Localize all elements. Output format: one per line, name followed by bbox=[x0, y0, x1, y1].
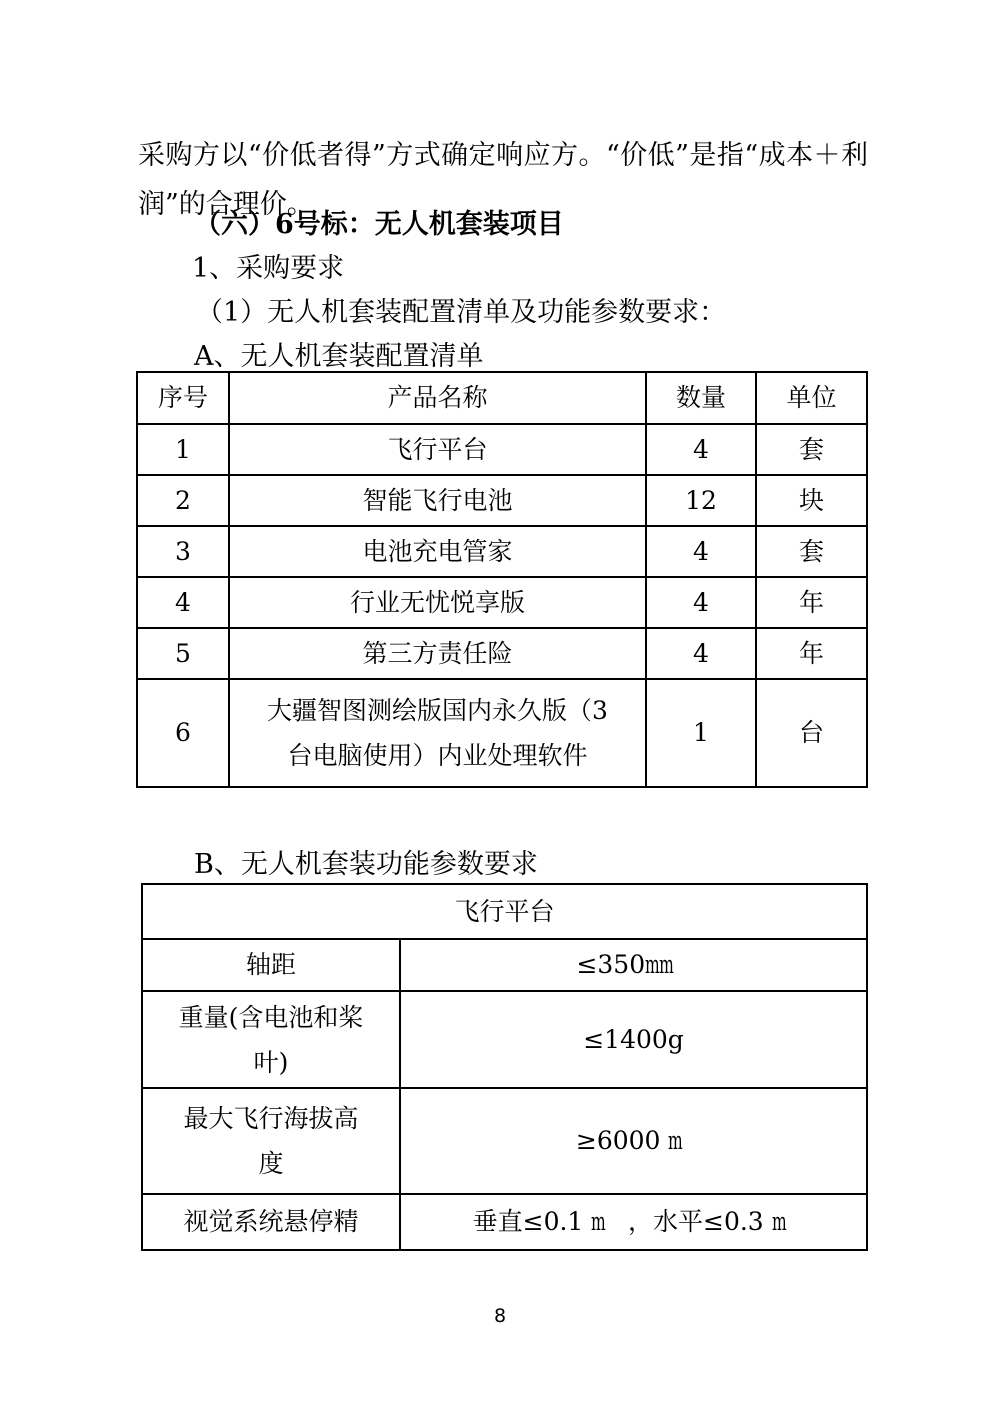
param-label bbox=[142, 991, 400, 1088]
table-row bbox=[142, 939, 867, 991]
unit-m-glyph: m bbox=[668, 1126, 683, 1156]
col-header-name: 产品名称 bbox=[229, 372, 646, 424]
cell-no: 4 bbox=[137, 577, 229, 628]
cell-no: 6 bbox=[137, 679, 229, 787]
table-row bbox=[137, 679, 867, 787]
cell-qty: 12 bbox=[646, 475, 756, 526]
param-label-line2: 叶) bbox=[253, 1047, 289, 1077]
col-header-unit: 单位 bbox=[756, 372, 867, 424]
cell-qty: 4 bbox=[646, 628, 756, 679]
unit-m-glyph-2: m bbox=[771, 1207, 786, 1237]
cell-name: 电池充电管家 bbox=[229, 526, 646, 577]
cell-qty: 4 bbox=[646, 577, 756, 628]
param-label-line1: 最大飞行海拔高 bbox=[183, 1104, 359, 1133]
param-label-line1: 重量(含电池和桨 bbox=[178, 1002, 364, 1032]
param-value bbox=[400, 1194, 867, 1250]
cell-name bbox=[229, 679, 646, 787]
param-value: ≤1400g bbox=[400, 991, 867, 1088]
table-row bbox=[142, 1088, 867, 1194]
subitem-heading: （1）无人机套装配置清单及功能参数要求： bbox=[196, 297, 727, 328]
lead-paragraph: 采购方以“价低者得”方式确定响应方。“价低”是指“成本＋利润”的合理价。 bbox=[138, 140, 868, 220]
param-value bbox=[400, 1088, 867, 1194]
section-heading: （六）6号标：无人机套装项目 bbox=[194, 209, 564, 240]
config-list-table bbox=[136, 371, 868, 788]
cell-unit: 套 bbox=[756, 424, 867, 475]
requirement-heading: 1、采购要求 bbox=[192, 253, 345, 284]
cell-qty: 1 bbox=[646, 679, 756, 787]
param-value-text-2: ，水平≤0.3 bbox=[628, 1207, 772, 1237]
cell-name-line2: 台电脑使用）内业处理软件 bbox=[287, 741, 588, 770]
table-row bbox=[137, 526, 867, 577]
table-row bbox=[142, 991, 867, 1088]
cell-unit: 年 bbox=[756, 577, 867, 628]
cell-no: 5 bbox=[137, 628, 229, 679]
table-row bbox=[137, 424, 867, 475]
param-label: 轴距 bbox=[142, 939, 400, 991]
page-number: 8 bbox=[493, 1305, 507, 1327]
cell-unit: 年 bbox=[756, 628, 867, 679]
parameter-requirements-table bbox=[141, 883, 868, 1251]
param-value-text: ≤350 bbox=[576, 950, 646, 980]
cell-no: 2 bbox=[137, 475, 229, 526]
cell-name: 第三方责任险 bbox=[229, 628, 646, 679]
col-header-qty: 数量 bbox=[646, 372, 756, 424]
table-header-row bbox=[137, 372, 867, 424]
cell-qty: 4 bbox=[646, 526, 756, 577]
param-table-title-row bbox=[142, 884, 867, 939]
cell-qty: 4 bbox=[646, 424, 756, 475]
unit-mm-glyph: mm bbox=[645, 950, 674, 980]
param-label bbox=[142, 1088, 400, 1194]
cell-name: 飞行平台 bbox=[229, 424, 646, 475]
param-value bbox=[400, 939, 867, 991]
cell-unit: 台 bbox=[756, 679, 867, 787]
cell-no: 1 bbox=[137, 424, 229, 475]
cell-name: 行业无忧悦享版 bbox=[229, 577, 646, 628]
col-header-no: 序号 bbox=[137, 372, 229, 424]
param-table-title: 飞行平台 bbox=[142, 884, 867, 939]
param-value-text: 垂直≤0.1 bbox=[472, 1207, 592, 1237]
cell-name: 智能飞行电池 bbox=[229, 475, 646, 526]
list-b-heading: B、无人机套装功能参数要求 bbox=[194, 849, 538, 880]
table-row bbox=[137, 475, 867, 526]
cell-unit: 块 bbox=[756, 475, 867, 526]
cell-name-line1: 大疆智图测绘版国内永久版（3 bbox=[267, 696, 608, 725]
unit-m-glyph: m bbox=[591, 1207, 606, 1237]
param-label-line2: 度 bbox=[258, 1149, 284, 1178]
cell-unit: 套 bbox=[756, 526, 867, 577]
table-row bbox=[137, 577, 867, 628]
table-row bbox=[137, 628, 867, 679]
param-value-text: ≥6000 bbox=[575, 1126, 669, 1156]
param-label: 视觉系统悬停精 bbox=[142, 1194, 400, 1250]
cell-no: 3 bbox=[137, 526, 229, 577]
list-a-heading: A、无人机套装配置清单 bbox=[194, 341, 484, 372]
table-row bbox=[142, 1194, 867, 1250]
